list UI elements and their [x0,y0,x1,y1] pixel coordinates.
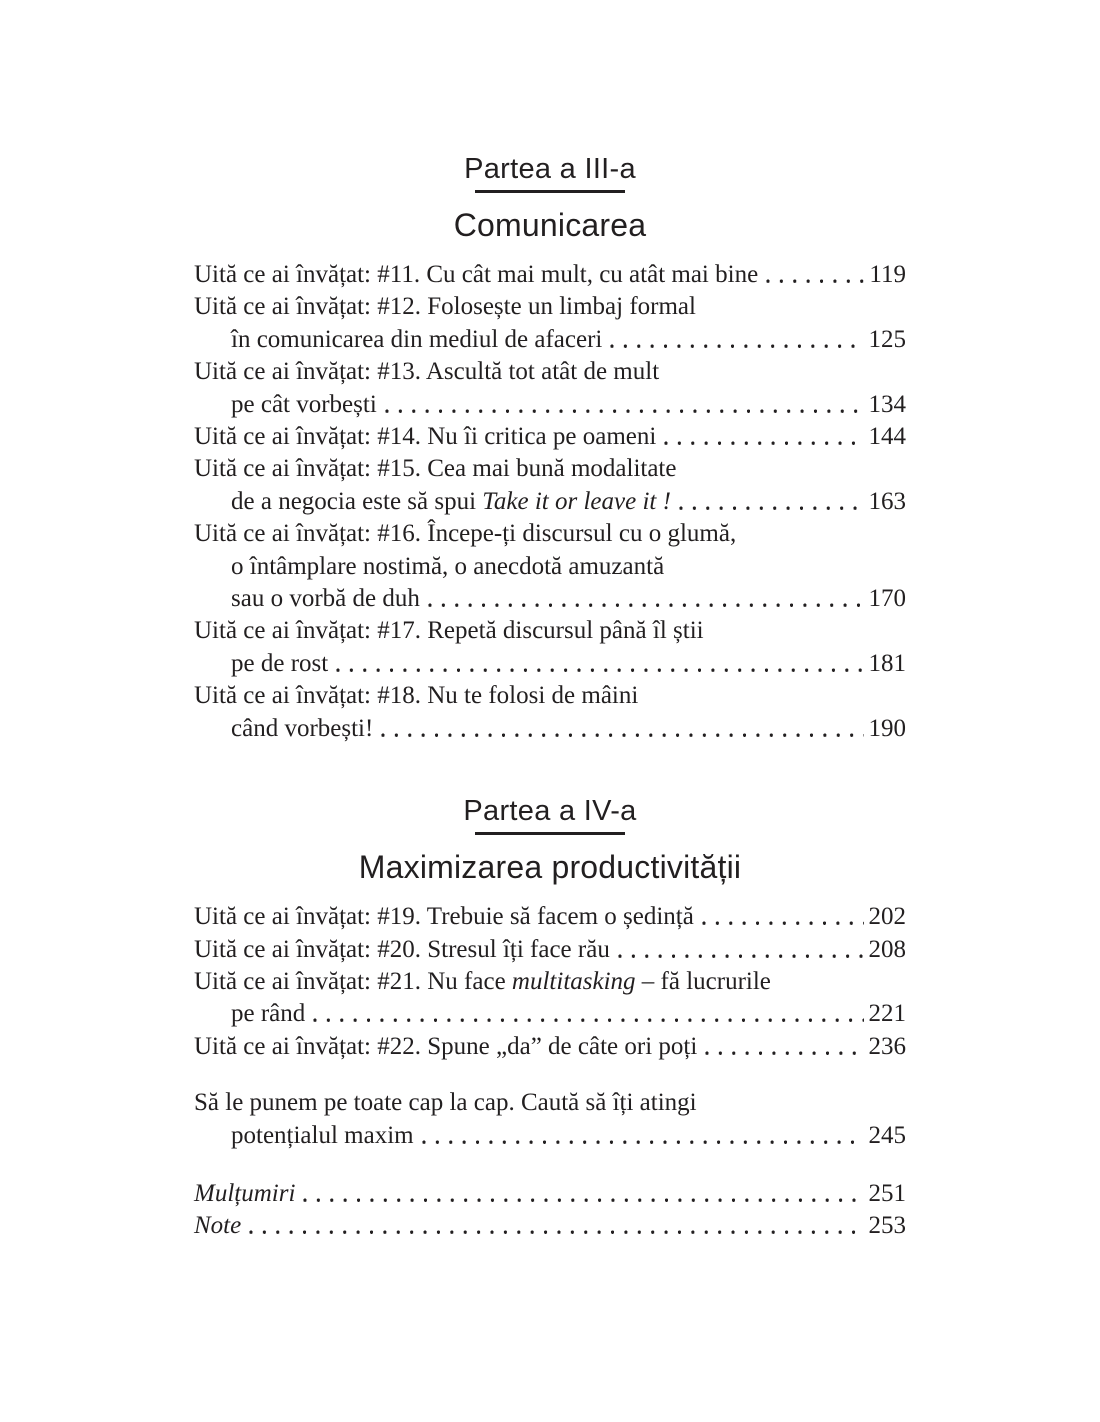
entry-text: Uită ce ai învățat: #16. Începe-ți discursul cu o glumă, [194,520,737,548]
entry-text: de a negocia este să spui Take it or leave it ! [231,487,671,515]
dot-leader [301,1178,863,1210]
toc-line [194,551,906,583]
entry-text: Uită ce ai învățat: #17. Repetă discursul până îl știi [194,617,704,645]
heading-rule [475,832,625,835]
entry-text: pe rând [231,1000,306,1028]
table-of-contents [194,0,906,1243]
entry-text [194,1178,295,1210]
toc-entry [194,615,906,680]
entry-text: Uită ce ai învățat: #19. Trebuie să facem o ședință [194,903,694,931]
dot-leader [311,998,863,1030]
section-title: Comunicarea [453,207,647,243]
italic-text: Take it or leave it ! [482,487,671,515]
entry-text: o întâmplare nostimă, o anecdotă amuzantă [231,552,665,580]
toc-line [194,583,906,615]
dot-leader [247,1210,863,1242]
page-number: 181 [868,649,906,677]
toc-entry [194,934,906,966]
toc-entry [194,966,906,1031]
entry-text: Uită ce ai învățat: #22. Spune „da” de câte ori poți [194,1032,698,1060]
entry-text: în comunicarea din mediul de afaceri [231,325,603,353]
dot-leader [616,934,864,966]
toc-line [194,1120,906,1152]
toc-entry [194,453,906,518]
page-number: 134 [868,390,906,418]
dot-leader [383,389,864,421]
page-number: 144 [868,423,906,451]
entry-text: Uită ce ai învățat: #15. Cea mai bună modalitate [194,455,677,483]
dot-leader [703,1031,863,1063]
toc-line [194,1210,906,1242]
page-number: 125 [868,325,906,353]
toc-entry [194,356,906,421]
section-title: Maximizarea productivității [358,849,742,886]
entry-text: Uită ce ai învățat: #12. Folosește un limbaj formal [194,293,696,321]
toc-entry-list [194,901,906,1063]
part-heading: Partea a IV-a [463,795,637,828]
dot-leader [426,583,864,615]
toc-line [194,421,906,453]
toc-entry [194,1087,906,1152]
toc-line [194,713,906,745]
toc-line [194,389,906,421]
dot-leader [700,901,864,933]
toc-line [194,1031,906,1063]
dot-leader [764,259,864,291]
toc-line [194,1087,906,1119]
toc-closing-entry [194,1087,906,1152]
toc-line [194,259,906,291]
toc-line [194,291,906,323]
toc-entry [194,259,906,291]
toc-entry [194,291,906,356]
toc-line [194,998,906,1030]
dot-leader [379,713,863,745]
entry-text: Să le punem pe toate cap la cap. Caută să îți atingi [194,1089,697,1117]
toc-line [194,356,906,388]
entry-text: Uită ce ai învățat: #14. Nu îi critica pe oameni [194,423,657,451]
entry-text: pe de rost [231,649,329,677]
toc-line [194,518,906,550]
page-number: 190 [868,714,906,742]
toc-entry [194,1031,906,1063]
toc-line [194,486,906,518]
dot-leader [677,486,864,518]
entry-text: pe cât vorbești [231,390,377,418]
toc-entry [194,1210,906,1242]
toc-line [194,901,906,933]
toc-backmatter [194,1178,906,1243]
page-number: 202 [868,903,906,931]
entry-text: potențialul maxim [231,1121,414,1149]
toc-line [194,615,906,647]
toc-entry [194,1178,906,1210]
toc-entry [194,518,906,615]
toc-line [194,453,906,485]
entry-text: Uită ce ai învățat: #18. Nu te folosi de mâini [194,682,639,710]
heading-rule [475,190,625,193]
entry-text [194,1210,241,1242]
entry-text: Uită ce ai învățat: #13. Ascultă tot atât de mult [194,358,660,386]
entry-text: Uită ce ai învățat: #11. Cu cât mai mult, cu atât mai bine [194,261,759,288]
entry-text: când vorbești! [231,714,374,742]
toc-section-part-4 [194,793,906,1063]
page-number: 208 [868,935,906,963]
entry-text: Uită ce ai învățat: #21. Nu face multitasking – fă lucrurile [194,967,771,995]
page-number: 245 [868,1121,906,1149]
toc-line [194,934,906,966]
page-number: 221 [868,1000,906,1028]
page-number: 253 [868,1212,906,1240]
toc-entry-list [194,259,906,745]
toc-entry [194,680,906,745]
toc-entry [194,901,906,933]
page-number: 119 [869,261,906,288]
toc-entry [194,421,906,453]
italic-text: Mulțumiri [194,1179,296,1207]
toc-line [194,680,906,712]
toc-line [194,966,906,998]
page-number: 251 [868,1179,906,1207]
toc-line [194,1178,906,1210]
entry-text: Uită ce ai învățat: #20. Stresul îți face rău [194,935,610,963]
italic-text: Note [194,1212,242,1240]
dot-leader [662,421,863,453]
dot-leader [334,648,863,680]
italic-text: multitasking [511,967,636,995]
toc-section-part-3 [194,151,906,745]
entry-text: sau o vorbă de duh [231,585,420,613]
part-heading: Partea a III-a [464,153,636,185]
toc-line [194,648,906,680]
toc-line [194,324,906,356]
page-number: 236 [868,1032,906,1060]
page-number: 163 [868,487,906,515]
dot-leader [420,1120,864,1152]
page-number: 170 [868,585,906,613]
dot-leader [608,324,863,356]
